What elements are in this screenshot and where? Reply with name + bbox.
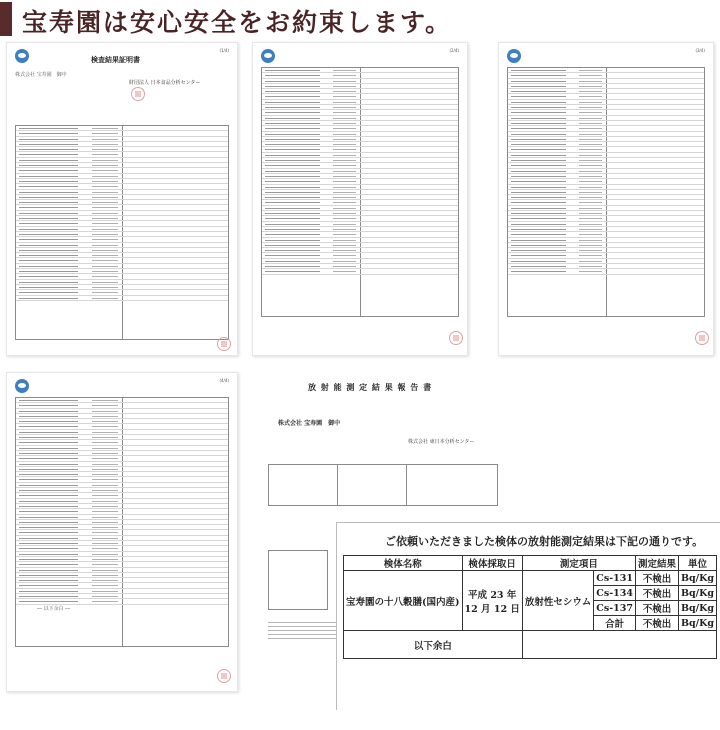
inspection-certificate-page-4 (6, 372, 238, 692)
results-table (507, 67, 705, 317)
page-number: (2/4) (449, 48, 459, 53)
page-title: 宝寿園は安心安全をお約束します。 (22, 8, 453, 37)
lab-logo-icon (261, 49, 275, 63)
col-unit: 単位 (678, 556, 716, 571)
footer-stamp (449, 331, 463, 345)
nuclide: 合計 (594, 616, 636, 631)
col-item: 測定項目 (522, 556, 635, 571)
unit: Bq/Kg (678, 571, 716, 586)
header-accent-bar (0, 2, 12, 36)
result: 不検出 (635, 616, 678, 631)
inspection-certificate-page-3 (498, 42, 714, 356)
report-summary-table (268, 464, 498, 506)
lab-logo-icon (15, 49, 29, 63)
page-header (0, 0, 720, 40)
nuclide: Cs-134 (594, 586, 636, 601)
inspection-certificate-page-2 (252, 42, 468, 356)
result-intro: ご依頼いただきました検体の放射能測定結果は下記の通りです。 (385, 535, 704, 548)
lab-logo-icon (15, 379, 29, 393)
report-notes-table (268, 550, 328, 610)
nuclide: Cs-131 (594, 571, 636, 586)
recipient: 株式会社 宝寿園 御中 (15, 72, 67, 78)
radiation-report-title: 放 射 能 測 定 結 果 報 告 書 (308, 383, 433, 392)
table-row (16, 599, 228, 604)
results-table (261, 67, 459, 317)
footer-stamp (217, 337, 231, 351)
footer-stamp (217, 669, 231, 683)
unit: Bq/Kg (678, 616, 716, 631)
inspection-certificate-page-1 (6, 42, 238, 356)
result: 不検出 (635, 571, 678, 586)
nuclide: Cs-137 (594, 601, 636, 616)
page-number: (4/4) (219, 378, 229, 383)
table-row (16, 296, 228, 301)
lab-logo-icon (507, 49, 521, 63)
unit: Bq/Kg (678, 601, 716, 616)
col-result: 測定結果 (635, 556, 678, 571)
end-mark: ― 以下余白 ― (37, 606, 71, 612)
results-table (15, 125, 229, 340)
item-name: 放射性セシウム (522, 571, 593, 631)
certificate-title: 検査結果証明書 (91, 56, 140, 64)
footer-stamp (695, 331, 709, 345)
result: 不検出 (635, 586, 678, 601)
report-issuer: 株式会社 東日本分析センター (408, 439, 475, 445)
remainder: 以下余白 (344, 631, 523, 659)
lab-name: 財団法人 日本食品分析センター (129, 80, 201, 86)
col-sample-name: 検体名称 (344, 556, 463, 571)
result: 不検出 (635, 601, 678, 616)
empty-cell (522, 631, 716, 659)
table-row (262, 269, 458, 274)
page-number: (3/4) (695, 48, 705, 53)
page-number: (1/4) (219, 48, 229, 53)
unit: Bq/Kg (678, 586, 716, 601)
sample-name: 宝寿園の十八穀膳(国内産) (344, 571, 463, 631)
table-row (508, 269, 704, 274)
report-recipient: 株式会社 宝寿園 御中 (278, 420, 341, 427)
lab-seal-stamp (131, 87, 145, 101)
col-sample-date: 検体採取日 (462, 556, 522, 571)
zoomed-result-panel (336, 522, 720, 710)
sample-date: 平成 23 年 12 月 12 日 (462, 571, 522, 631)
radiation-result-table (343, 555, 717, 659)
